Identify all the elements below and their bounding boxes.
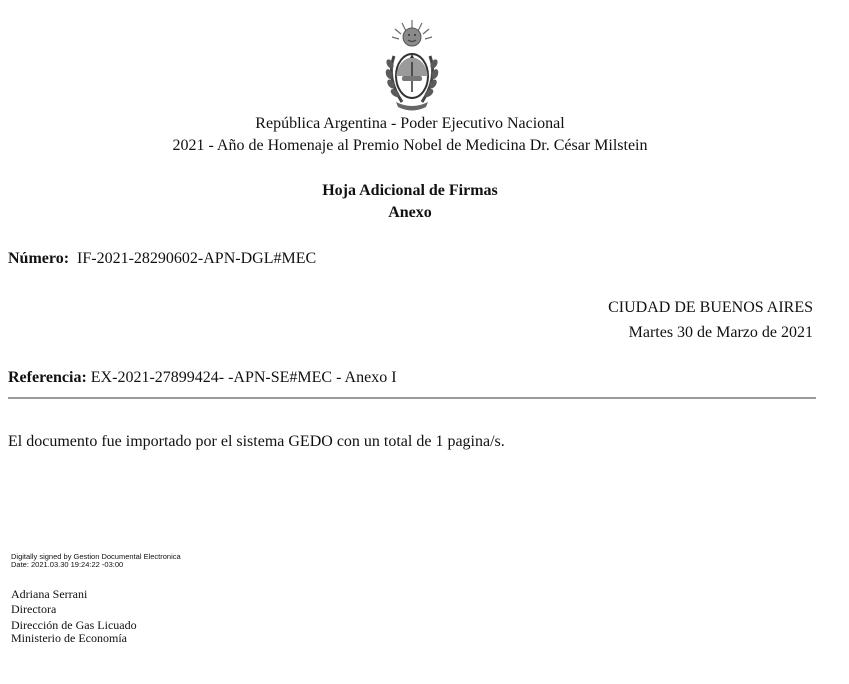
referencia-value: EX-2021-27899424- -APN-SE#MEC - Anexo I	[90, 369, 397, 386]
signer-ministry: Ministerio de Economía	[11, 631, 127, 645]
signer-role: Directora	[11, 602, 57, 616]
city: CIUDAD DE BUENOS AIRES	[608, 299, 813, 316]
referencia-row	[8, 368, 397, 388]
numero-label: Número:	[8, 250, 70, 267]
digital-signature-date: Date: 2021.03.30 19:24:22 -03:00	[11, 560, 124, 569]
document-title: Hoja Adicional de Firmas	[322, 182, 498, 199]
argentina-coat-of-arms-icon	[380, 18, 444, 114]
digital-signature-note: Digitally signed by Gestion Documental Electronica	[11, 552, 181, 561]
date: Martes 30 de Marzo de 2021	[628, 324, 813, 341]
signer-office: Dirección de Gas Licuado	[11, 618, 137, 632]
body-text: El documento fue importado por el sistema GEDO con un total de 1 pagina/s.	[8, 433, 505, 450]
issuer-line: República Argentina - Poder Ejecutivo Nacional	[255, 115, 565, 132]
separator-rule	[8, 397, 816, 399]
document-subtitle: Anexo	[388, 204, 432, 221]
referencia-label: Referencia:	[8, 369, 87, 386]
signer-name: Adriana Serrani	[11, 587, 88, 601]
year-motto-line: 2021 - Año de Homenaje al Premio Nobel de Medicina Dr. César Milstein	[172, 137, 648, 154]
numero-row	[8, 249, 316, 269]
numero-value: IF-2021-28290602-APN-DGL#MEC	[77, 250, 317, 267]
